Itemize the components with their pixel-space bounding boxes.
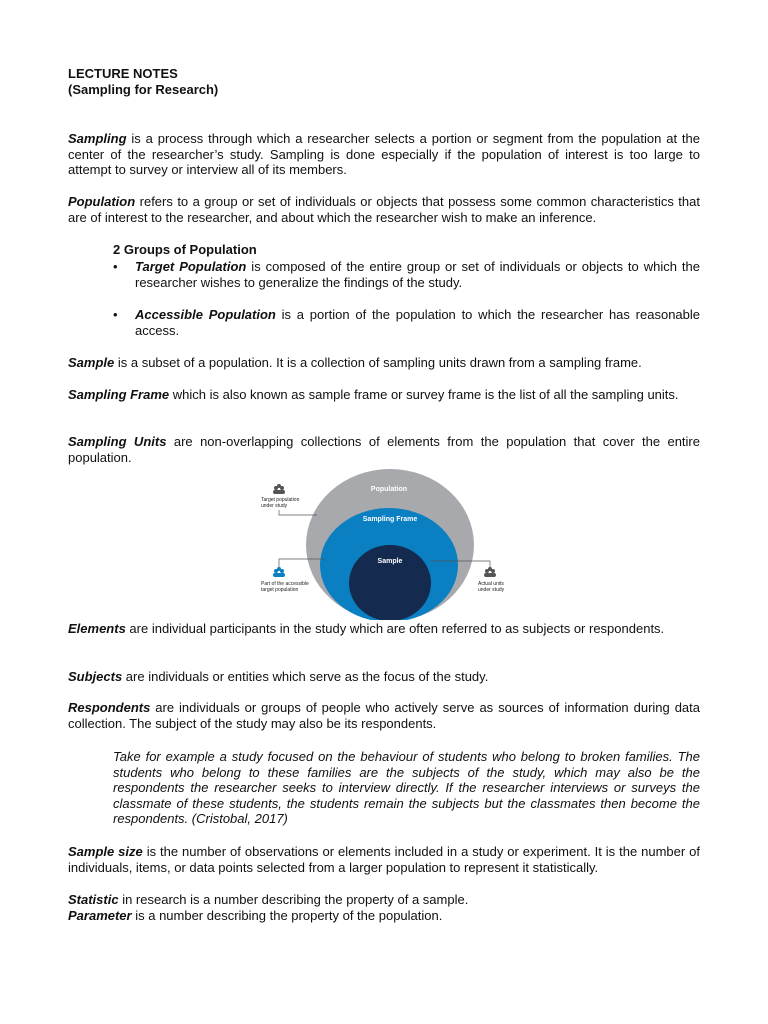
people-icon — [484, 567, 496, 577]
document-subtitle: (Sampling for Research) — [68, 82, 219, 97]
sample-size-text: is the number of observations or elements included in a study or experiment. It is the number of individuals, items, or data points selected from a larger population to represent it statistically. — [68, 844, 700, 875]
sampling-frame-label: Sampling Frame — [362, 516, 418, 523]
accessible-population-text: is a portion of the population to which the researcher has reasonable access. — [135, 307, 701, 338]
target-label-line1: Target population — [261, 497, 300, 503]
actual-label-line1: Actual units — [478, 581, 504, 587]
groups-heading: 2 Groups of Population — [113, 242, 257, 257]
accessible-label-line2: target population — [261, 587, 299, 593]
sampling-units-text: are non-overlapping collections of elements from the population that cover the entire population. — [68, 434, 700, 465]
sampling-text: is a process through which a researcher selects a portion or segment from the population at the center of the researcher’s study. Sampling is done especially if the population of interest is too large to attempt to survey or interview all of its members. — [68, 131, 700, 177]
sample-term: Sample — [68, 355, 115, 370]
target-label-line2: under study — [261, 503, 288, 509]
bullet-icon: • — [113, 307, 118, 322]
target-connector — [279, 510, 317, 515]
sampling-frame-term: Sampling Frame — [68, 387, 170, 402]
sampling-frame-text: which is also known as sample frame or survey frame is the list of all the sampling units. — [169, 387, 679, 402]
parameter-term: Parameter — [68, 908, 132, 923]
target-population-text: is composed of the entire group or set of individuals or objects to which the researcher wishes to generalize the findings of the study. — [135, 259, 700, 290]
sample-label: Sample — [377, 558, 403, 565]
population-term: Population — [68, 194, 136, 209]
people-icon — [273, 567, 285, 577]
example-text: Take for example a study focused on the behaviour of students who belong to broken families. The students who belong to these families are the subjects of the study, which may also be the respondents the researcher seeks to interview directly. If the researcher interviews or surveys the classmate of these students, the students remain the subjects but the classmates then become the respondents. (Cristobal, 2017) — [113, 749, 700, 826]
header — [68, 66, 700, 98]
respondents-text: are individuals or groups of people who actively serve as sources of information during data collection. The subject of the study may also be its respondents. — [68, 700, 700, 731]
sampling-frame-paragraph — [68, 387, 700, 403]
list-item — [113, 259, 700, 290]
example-quote — [113, 749, 700, 827]
subjects-text: are individuals or entities which serve as the focus of the study. — [122, 669, 489, 684]
document-title: LECTURE NOTES — [68, 66, 178, 81]
subjects-term: Subjects — [68, 669, 123, 684]
sample-text: is a subset of a population. It is a collection of sampling units drawn from a sampling frame. — [114, 355, 642, 370]
sample-size-term: Sample size — [68, 844, 143, 859]
elements-text: are individual participants in the study which are often referred to as subjects or respondents. — [125, 621, 665, 636]
respondents-term: Respondents — [68, 700, 151, 715]
population-paragraph — [68, 194, 700, 225]
statistic-term: Statistic — [68, 892, 119, 907]
statistic-text: in research is a number describing the property of a sample. — [118, 892, 469, 907]
people-icon — [273, 484, 285, 494]
accessible-label-line1: Part of the accessible — [261, 581, 309, 587]
subjects-paragraph — [68, 669, 700, 685]
sampling-units-term: Sampling Units — [68, 434, 167, 449]
population-text: refers to a group or set of individuals or objects that possess some common characteristics that are of interest to the researcher, and about which the researcher wish to make an inference. — [68, 194, 700, 225]
sample-paragraph — [68, 355, 700, 371]
sample-circle — [349, 545, 431, 620]
elements-term: Elements — [68, 621, 126, 636]
respondents-paragraph — [68, 700, 700, 731]
parameter-text: is a number describing the property of the population. — [131, 908, 443, 923]
sampling-term: Sampling — [68, 131, 127, 146]
sampling-diagram — [255, 468, 515, 620]
population-label: Population — [370, 486, 408, 493]
target-population-term: Target Population — [135, 259, 247, 274]
bullet-icon: • — [113, 259, 118, 274]
elements-paragraph — [68, 621, 700, 637]
statistic-paragraph — [68, 892, 700, 908]
accessible-population-term: Accessible Population — [135, 307, 276, 322]
sample-size-paragraph — [68, 844, 700, 875]
actual-label-line2: under study — [478, 587, 505, 593]
list-item — [113, 307, 700, 338]
parameter-paragraph — [68, 908, 700, 924]
sampling-units-paragraph — [68, 434, 700, 465]
sampling-paragraph — [68, 131, 700, 178]
